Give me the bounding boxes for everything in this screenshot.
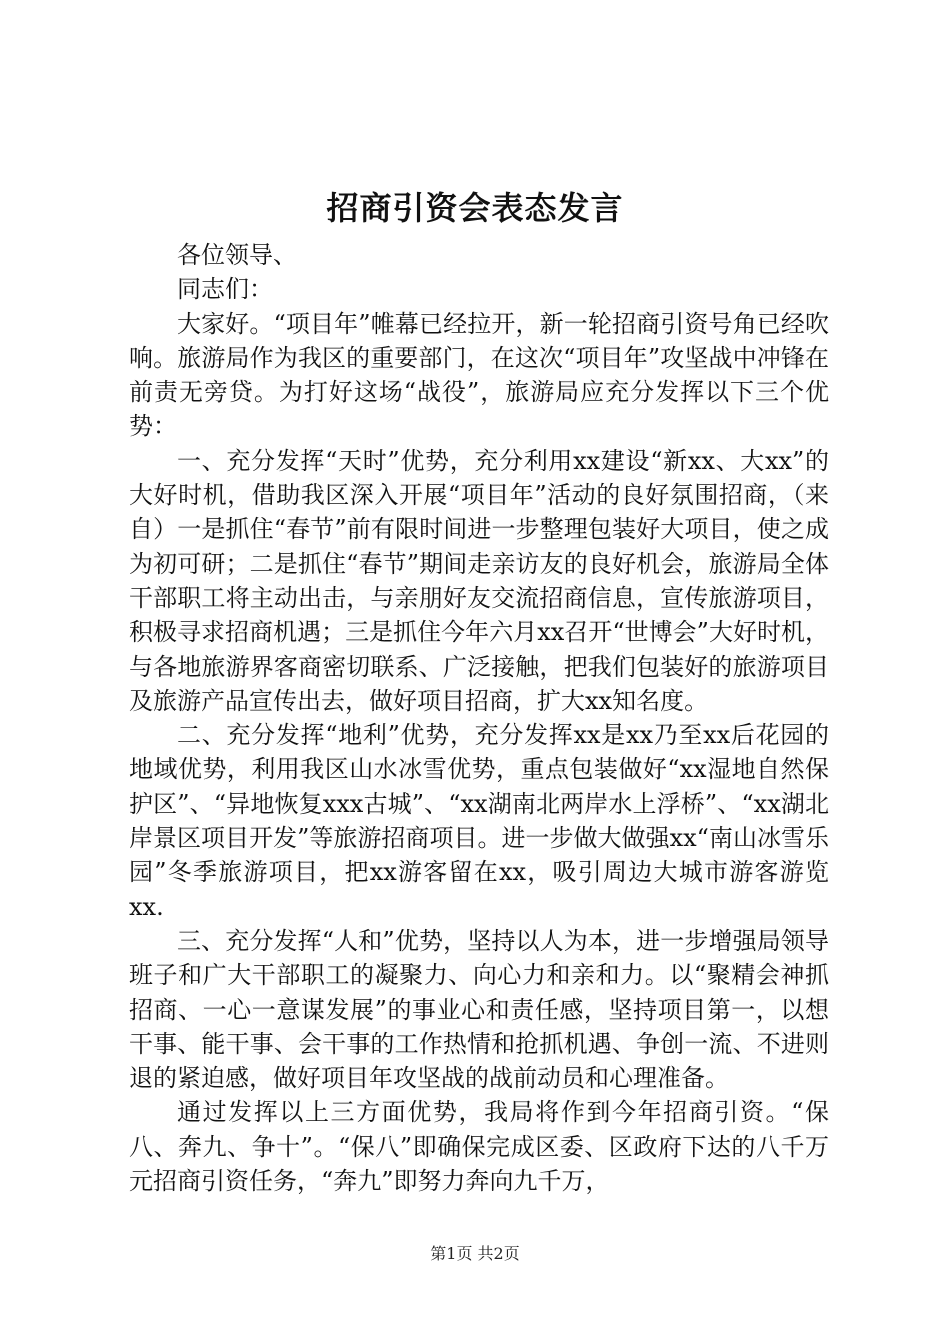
document-title: 招商引资会表态发言: [326, 189, 624, 227]
page-number: 第1页 共2页: [430, 1244, 520, 1263]
salutation-line: 各位领导、: [177, 241, 297, 269]
body-paragraph: 通过发挥以上三方面优势，我局将作到今年招商引资。“保八、奔九、争十”。“保八”即确保完成区委、区政府下达的八千万元招商引资任务，“奔九”即努力奔向九千万，: [129, 1098, 829, 1196]
body-paragraph: 二、充分发挥“地利”优势，充分发挥xx是xx乃至xx后花园的地域优势，利用我区山水冰雪优势，重点包装做好“xx湿地自然保护区”、“异地恢复xxx古城”、“xx湖南北两岸水上浮桥”、“xx湖北岸景区项目开发”等旅游招商项目。进一步做大做强xx“南山冰雪乐园”冬季旅游项目，把xx游客留在xx，吸引周边大城市游客游览xx.: [129, 721, 829, 921]
body-paragraph: 三、充分发挥“人和”优势，坚持以人为本，进一步增强局领导班子和广大干部职工的凝聚力、向心力和亲和力。以“聚精会神抓招商、一心一意谋发展”的事业心和责任感，坚持项目第一，以想干事、能干事、会干事的工作热情和抢抓机遇、争创一流、不进则退的紧迫感，做好项目年攻坚战的战前动员和心理准备。: [129, 926, 829, 1093]
salutation-line: 同志们：: [177, 275, 273, 304]
document-body: [129, 238, 829, 1198]
body-paragraph: 大家好。“项目年”帷幕已经拉开，新一轮招商引资号角已经吹响。旅游局作为我区的重要部门，在这次“项目年”攻坚战中冲锋在前责无旁贷。为打好这场“战役”，旅游局应充分发挥以下三个优势：: [129, 309, 829, 441]
body-paragraph: 一、充分发挥“天时”优势，充分利用xx建设“新xx、大xx”的大好时机，借助我区深入开展“项目年”活动的良好氛围招商，（来自）一是抓住“春节”前有限时间进一步整理包装好大项目，使之成为初可研；二是抓住“春节”期间走亲访友的良好机会，旅游局全体干部职工将主动出击，与亲朋好友交流招商信息，宣传旅游项目，积极寻求招商机遇；三是抓住今年六月xx召开“世博会”大好时机，与各地旅游界客商密切联系、广泛接触，把我们包装好的旅游项目及旅游产品宣传出去，做好项目招商，扩大xx知名度。: [129, 446, 829, 715]
